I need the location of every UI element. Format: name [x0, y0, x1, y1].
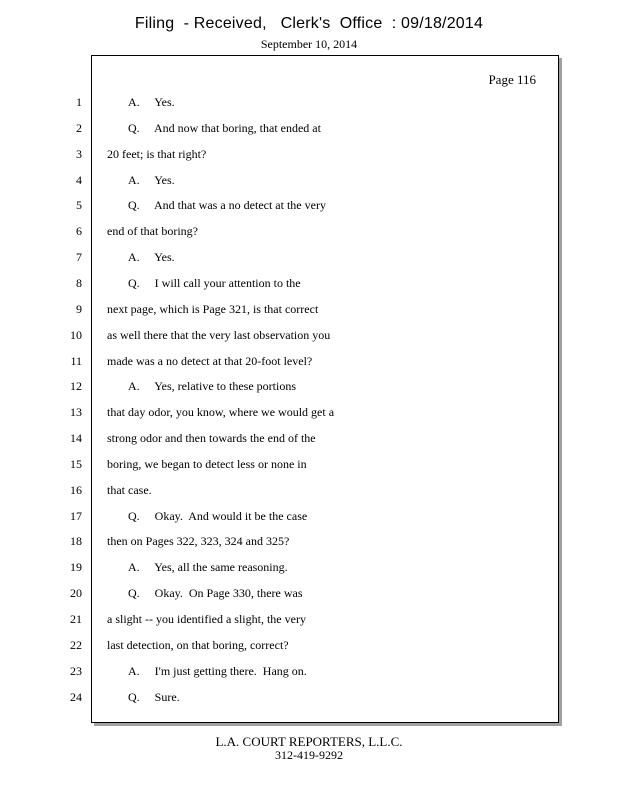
transcript-line: Q. Okay. On Page 330, there was: [128, 586, 303, 600]
transcript-line: A. Yes, relative to these portions: [128, 379, 296, 393]
line-number: 23: [70, 664, 82, 678]
line-number: 7: [76, 250, 82, 264]
line-number: 4: [76, 173, 82, 187]
transcript-line: Q. Sure.: [128, 690, 180, 704]
line-number: 9: [76, 302, 82, 316]
transcript-line: next page, which is Page 321, is that correct: [107, 302, 319, 316]
transcript-line: then on Pages 322, 323, 324 and 325?: [107, 534, 290, 548]
transcript-line: Q. And now that boring, that ended at: [128, 121, 321, 135]
line-number: 1: [76, 95, 82, 109]
court-reporter-firm: L.A. COURT REPORTERS, L.L.C.: [215, 734, 403, 749]
transcript-line: that day odor, you know, where we would get a: [107, 405, 335, 419]
transcript-line: boring, we began to detect less or none in: [107, 457, 307, 471]
line-number: 21: [70, 612, 82, 626]
line-number: 2: [76, 121, 82, 135]
transcript-line: strong odor and then towards the end of the: [107, 431, 316, 445]
line-number: 6: [76, 224, 82, 238]
transcript-line: 20 feet; is that right?: [107, 147, 207, 161]
hearing-date: September 10, 2014: [260, 37, 358, 51]
transcript-line: A. I'm just getting there. Hang on.: [128, 664, 307, 678]
page-number: Page 116: [488, 72, 536, 87]
transcript-line: A. Yes.: [128, 95, 175, 109]
line-number: 11: [70, 354, 82, 368]
line-number: 18: [70, 534, 82, 548]
transcript-line: last detection, on that boring, correct?: [107, 638, 289, 652]
transcript-line: made was a no detect at that 20-foot level?: [107, 354, 313, 368]
transcript-line: A. Yes.: [128, 173, 175, 187]
line-number: 17: [70, 509, 82, 523]
line-number: 12: [70, 379, 82, 393]
transcript-line: Q. I will call your attention to the: [128, 276, 301, 290]
transcript-line: a slight -- you identified a slight, the very: [107, 612, 306, 626]
transcript-line: Q. And that was a no detect at the very: [128, 198, 326, 212]
transcript-line: that case.: [107, 483, 152, 497]
filing-stamp: Filing - Received, Clerk's Office : 09/18/2014: [134, 15, 484, 32]
line-number: 19: [70, 560, 82, 574]
transcript-line: Q. Okay. And would it be the case: [128, 509, 308, 523]
line-number: 20: [70, 586, 82, 600]
transcript-line: A. Yes.: [128, 250, 175, 264]
line-number: 5: [76, 198, 82, 212]
line-number: 24: [70, 690, 82, 704]
transcript-line: A. Yes, all the same reasoning.: [128, 560, 288, 574]
line-number: 3: [76, 147, 82, 161]
line-number: 13: [70, 405, 82, 419]
court-reporter-phone: 312-419-9292: [275, 748, 343, 762]
transcript-line: as well there that the very last observation you: [107, 328, 331, 342]
line-number: 15: [70, 457, 82, 471]
line-number: 14: [70, 431, 82, 445]
line-number: 22: [70, 638, 82, 652]
transcript-line: end of that boring?: [107, 224, 198, 238]
line-number: 10: [70, 328, 82, 342]
line-number: 16: [70, 483, 82, 497]
line-number: 8: [76, 276, 82, 290]
